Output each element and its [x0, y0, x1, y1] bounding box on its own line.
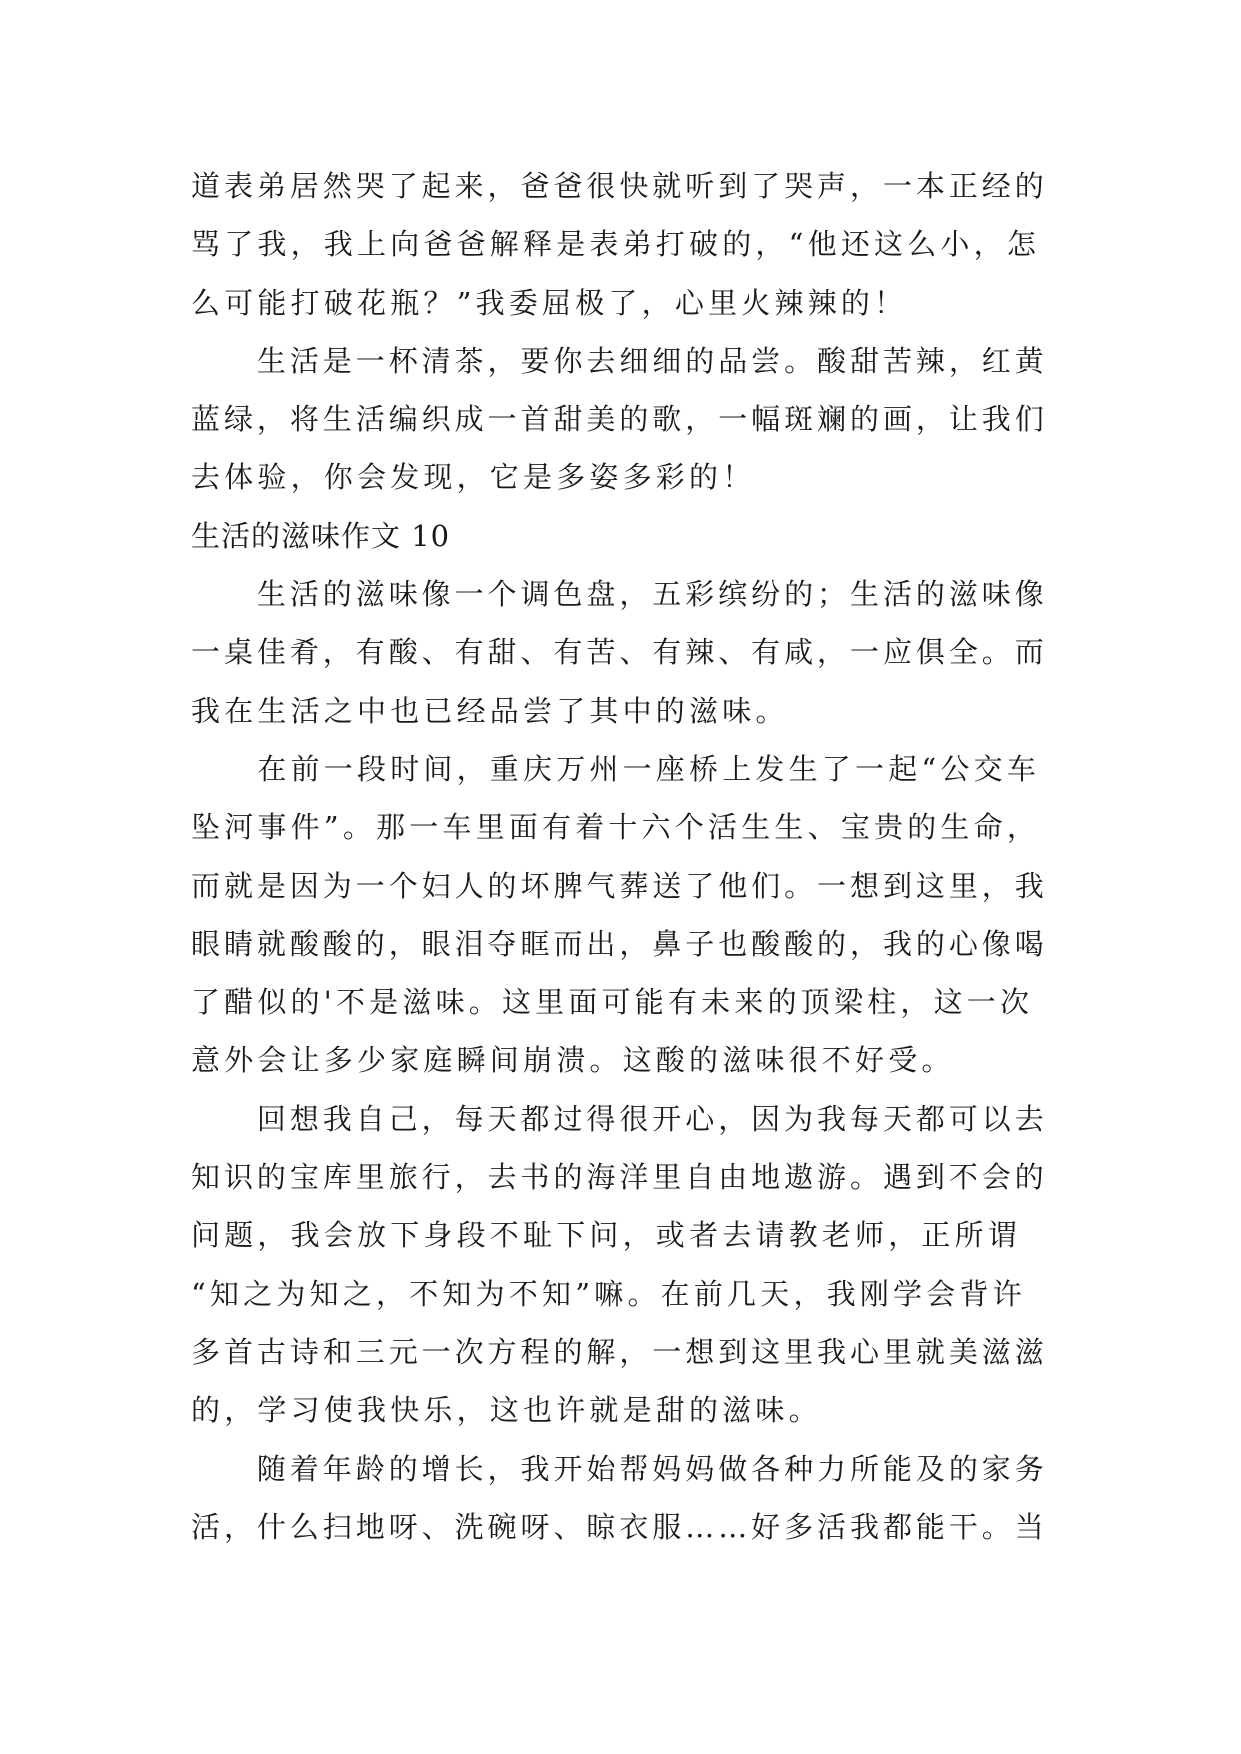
text-line: 我在生活之中也已经品尝了其中的滋味。: [191, 693, 789, 728]
text-line: 而就是因为一个妇人的坏脾气葬送了他们。一想到这里，我: [191, 868, 1048, 903]
text-line: 在前一段时间，重庆万州一座桥上发生了一起“公交车: [191, 751, 1041, 786]
text-line: 骂了我，我上向爸爸解释是表弟打破的，“他还这么小，怎: [191, 227, 1041, 262]
text-line: 意外会让多少家庭瞬间崩溃。这酸的滋味很不好受。: [191, 1043, 955, 1078]
document-body: [191, 157, 1053, 1556]
text-line: 知识的宝库里旅行，去书的海洋里自由地遨游。遇到不会的: [191, 1160, 1048, 1195]
text-line: 问题，我会放下身段不耻下问，或者去请教老师，正所谓: [191, 1218, 1022, 1253]
text-line: 蓝绿，将生活编织成一首甜美的歌，一幅斑斓的画，让我们: [191, 402, 1048, 437]
text-line: 随着年龄的增长，我开始帮妈妈做各种力所能及的家务: [191, 1451, 1048, 1486]
text-line: 多首古诗和三元一次方程的解，一想到这里我心里就美滋滋: [191, 1334, 1048, 1369]
text-line: “知之为知之，不知为不知”嘛。在前几天，我刚学会背许: [191, 1276, 1026, 1311]
text-line: 生活的滋味像一个调色盘，五彩缤纷的；生活的滋味像: [191, 577, 1048, 612]
text-line: 回想我自己，每天都过得很开心，因为我每天都可以去: [191, 1101, 1048, 1136]
text-line: 坠河事件”。那一车里面有着十六个活生生、宝贵的生命，: [191, 810, 1041, 845]
text-line: 活，什么扫地呀、洗碗呀、晾衣服……好多活我都能干。当: [191, 1509, 1048, 1544]
text-line: 生活是一杯清茶，要你去细细的品尝。酸甜苦辣，红黄: [191, 343, 1048, 378]
section-heading: 生活的滋味作文 10: [191, 518, 451, 553]
text-line: 么可能打破花瓶？”我委屈极了，心里火辣辣的！: [191, 285, 908, 320]
text-line: 去体验，你会发现，它是多姿多彩的！: [191, 460, 756, 495]
text-line: 一桌佳肴，有酸、有甜、有苦、有辣、有咸，一应俱全。而: [191, 635, 1048, 670]
text-line: 眼睛就酸酸的，眼泪夺眶而出，鼻子也酸酸的，我的心像喝: [191, 926, 1048, 961]
text-line: 的，学习使我快乐，这也许就是甜的滋味。: [191, 1393, 822, 1428]
text-line: 道表弟居然哭了起来，爸爸很快就听到了哭声，一本正经的: [191, 169, 1048, 203]
text-line: 了醋似的'不是滋味。这里面可能有未来的顶梁柱，这一次: [191, 985, 1034, 1020]
